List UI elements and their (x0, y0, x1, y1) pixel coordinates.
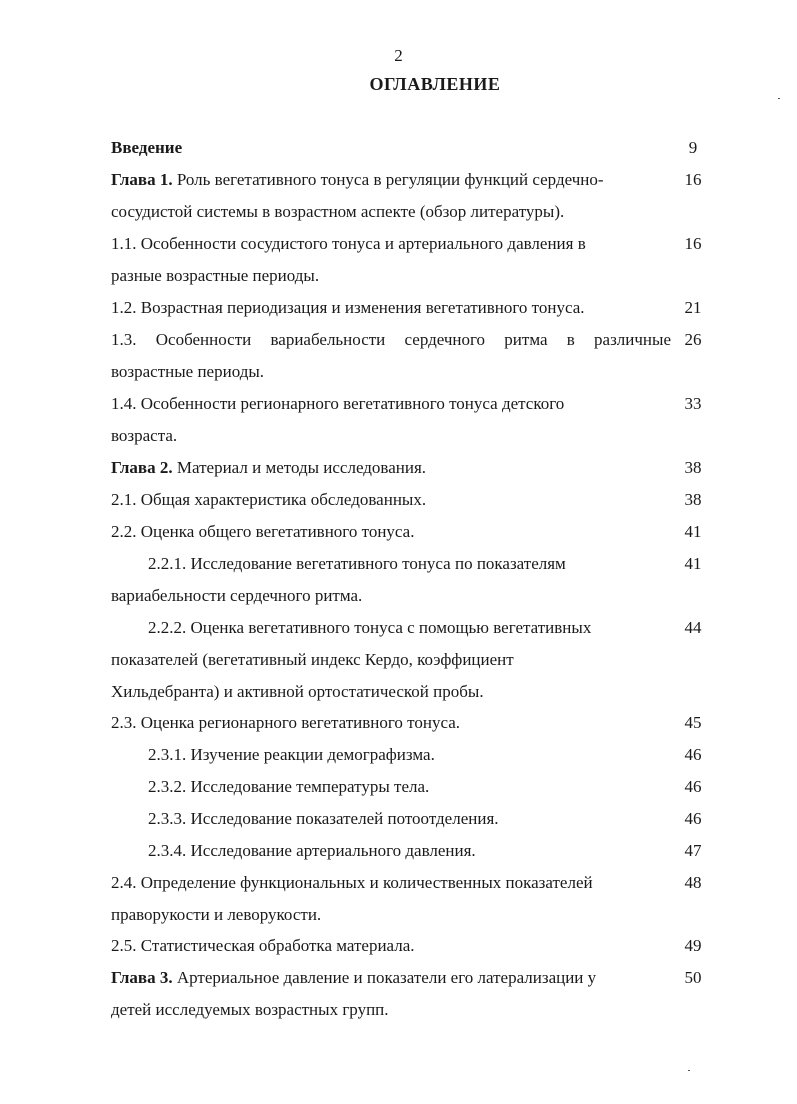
entry-page-number: 45 (684, 713, 702, 732)
toc-entry-2-4[interactable] (111, 867, 702, 931)
toc-entry-2-3-2[interactable] (111, 771, 702, 803)
entry-page-number: 9 (688, 138, 698, 157)
toc-entry-2-2-1[interactable] (111, 548, 702, 612)
entry-heading: Глава 2. (111, 458, 173, 477)
entry-line: 1.4. Особенности регионарного вегетативного тонуса детского (111, 394, 565, 413)
entry-page-number: 49 (684, 936, 702, 955)
toc-entry-1-3[interactable] (111, 324, 702, 388)
entry-page-number: 16 (684, 234, 702, 253)
entry-page-number: 41 (684, 554, 702, 573)
entry-line: 2.4. Определение функциональных и количественных показателей (111, 873, 593, 892)
entry-heading: Глава 1. (111, 170, 173, 189)
entry-line: 2.3.3. Исследование показателей потоотделения. (148, 809, 499, 828)
entry-line: возраста. (111, 426, 178, 445)
entry-page-number: 26 (684, 330, 702, 349)
entry-page-number: 47 (684, 841, 702, 860)
entry-line: возрастные периоды. (111, 362, 265, 381)
toc-entry-introduction[interactable] (111, 132, 698, 164)
entry-page-number: 48 (684, 873, 702, 892)
entry-line: 2.5. Статистическая обработка материала. (111, 936, 415, 955)
entry-page-number: 33 (684, 394, 702, 413)
toc-entry-chapter-1[interactable] (111, 164, 702, 228)
entry-line: 2.2. Оценка общего вегетативного тонуса. (111, 522, 415, 541)
entry-page-number: 46 (684, 809, 702, 828)
entry-page-number: 41 (684, 522, 702, 541)
entry-heading: Введение (111, 138, 183, 157)
entry-page-number: 50 (684, 968, 702, 987)
entry-page-number: 44 (684, 618, 702, 637)
entry-line: праворукости и леворукости. (111, 905, 322, 924)
entry-line: 2.3.4. Исследование артериального давления. (148, 841, 476, 860)
toc-entry-1-4[interactable] (111, 388, 702, 452)
toc-entry-1-2[interactable] (111, 292, 702, 324)
toc-entry-1-1[interactable] (111, 228, 702, 292)
entry-line: детей исследуемых возрастных групп. (111, 1000, 389, 1019)
entry-page-number: 16 (684, 170, 702, 189)
entry-page-number: 21 (684, 298, 702, 317)
entry-line: Хильдебранта) и активной ортостатической пробы. (111, 682, 484, 701)
page-number: 2 (394, 46, 403, 65)
entry-line: 1.1. Особенности сосудистого тонуса и артериального давления в (111, 234, 586, 253)
toc-entry-2-2[interactable] (111, 516, 702, 548)
entry-line: показателей (вегетативный индекс Кердо, коэффициент (111, 650, 514, 669)
entry-page-number: 38 (684, 490, 702, 509)
entry-page-number: 46 (684, 777, 702, 796)
entry-line: 1.3. Особенности вариабельности сердечного ритма в различные (111, 330, 671, 349)
entry-line: 2.3.2. Исследование температуры тела. (148, 777, 430, 796)
entry-line: 2.2.1. Исследование вегетативного тонуса по показателям (148, 554, 566, 573)
entry-heading: Глава 3. (111, 968, 173, 987)
scan-speck (688, 1070, 690, 1071)
entry-line: сосудистой системы в возрастном аспекте (обзор литературы). (111, 202, 565, 221)
entry-line: 2.1. Общая характеристика обследованных. (111, 490, 427, 509)
toc-entry-2-1[interactable] (111, 484, 702, 516)
toc-title: ОГЛАВЛЕНИЕ (369, 74, 501, 94)
toc-entry-2-3-4[interactable] (111, 835, 702, 867)
toc-entry-2-2-2[interactable] (111, 612, 702, 708)
scan-speck (778, 98, 780, 99)
entry-page-number: 46 (684, 745, 702, 764)
entry-line: 2.2.2. Оценка вегетативного тонуса с помощью вегетативных (148, 618, 592, 637)
entry-line: Материал и методы исследования. (172, 458, 427, 477)
entry-line: 2.3.1. Изучение реакции демографизма. (148, 745, 435, 764)
toc-entry-2-5[interactable] (111, 930, 702, 962)
entry-page-number: 38 (684, 458, 702, 477)
entry-line: Артериальное давление и показатели его латерализации у (172, 968, 597, 987)
toc-entry-2-3[interactable] (111, 707, 702, 739)
toc-entry-2-3-3[interactable] (111, 803, 702, 835)
entry-line: 1.2. Возрастная периодизация и изменения вегетативного тонуса. (111, 298, 585, 317)
toc-entry-2-3-1[interactable] (111, 739, 702, 771)
entry-line: 2.3. Оценка регионарного вегетативного тонуса. (111, 713, 461, 732)
entry-line: Роль вегетативного тонуса в регуляции функций сердечно- (172, 170, 604, 189)
entry-line: разные возрастные периоды. (111, 266, 320, 285)
toc-entry-chapter-2[interactable] (111, 452, 702, 484)
toc-entry-chapter-3[interactable] (111, 962, 702, 1026)
entry-line: вариабельности сердечного ритма. (111, 586, 363, 605)
